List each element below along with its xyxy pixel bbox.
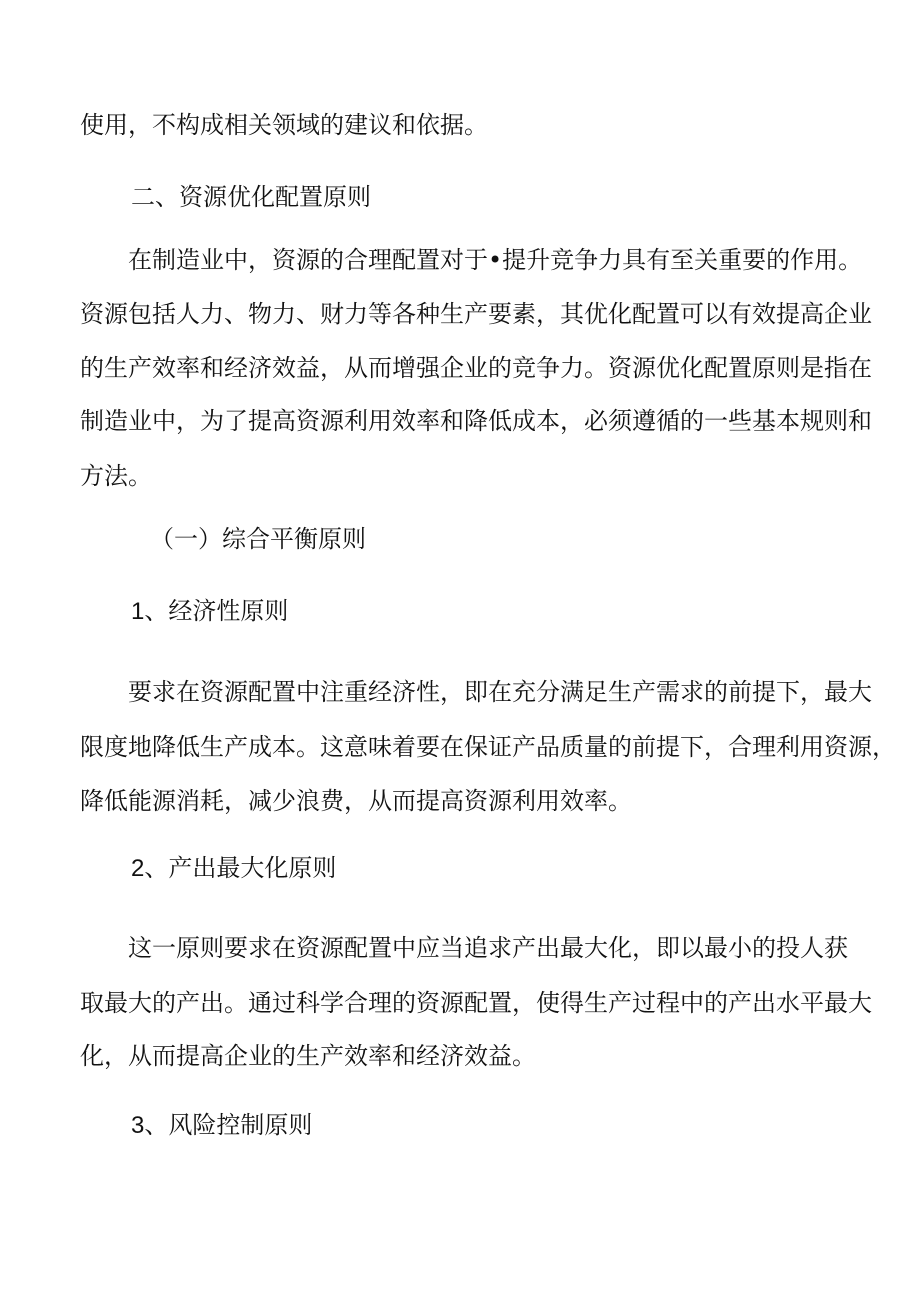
item-number: 1 (131, 598, 145, 625)
subsection-heading: （一）综合平衡原则 (150, 525, 366, 553)
item-number: 3 (131, 1112, 145, 1139)
paragraph-line: 制造业中，为了提高资源利用效率和降低成本，必须遵循的一些基本规则和 (80, 407, 872, 435)
paragraph-line: 限度地降低生产成本。这意味着要在保证产品质量的前提下，合理利用资源， (80, 733, 896, 761)
paragraph-line: 要求在资源配置中注重经济性，即在充分满足生产需求的前提下，最大 (128, 678, 872, 706)
paragraph-line: 这一原则要求在资源配置中应当追求产出最大化，即以最小的投人获 (128, 934, 848, 962)
paragraph-line: 降低能源消耗，减少浪费，从而提高资源利用效率。 (80, 787, 632, 815)
item-heading (131, 853, 336, 884)
item-title: 、经济性原则 (144, 597, 289, 625)
item-heading (131, 1110, 312, 1141)
continuation-text: 使用，不构成相关领域的建议和依据。 (80, 111, 488, 139)
paragraph-line: 资源包括人力、物力、财力等各种生产要素，其优化配置可以有效提高企业 (80, 300, 872, 328)
paragraph-line: 化，从而提高企业的生产效率和经济效益。 (80, 1042, 536, 1070)
section-heading: 二、资源优化配置原则 (131, 183, 371, 211)
item-heading (131, 596, 288, 627)
paragraph-line: 在制造业中，资源的合理配置对于•提升竞争力具有至关重要的作用。 (128, 246, 863, 274)
item-title: 、风险控制原则 (144, 1111, 313, 1139)
paragraph-line: 方法。 (80, 462, 152, 490)
item-number: 2 (131, 855, 145, 882)
item-title: 、产出最大化原则 (144, 854, 337, 882)
paragraph-line: 的生产效率和经济效益，从而增强企业的竞争力。资源优化配置原则是指在 (80, 354, 872, 382)
paragraph-line: 取最大的产出。通过科学合理的资源配置，使得生产过程中的产出水平最大 (80, 989, 872, 1017)
